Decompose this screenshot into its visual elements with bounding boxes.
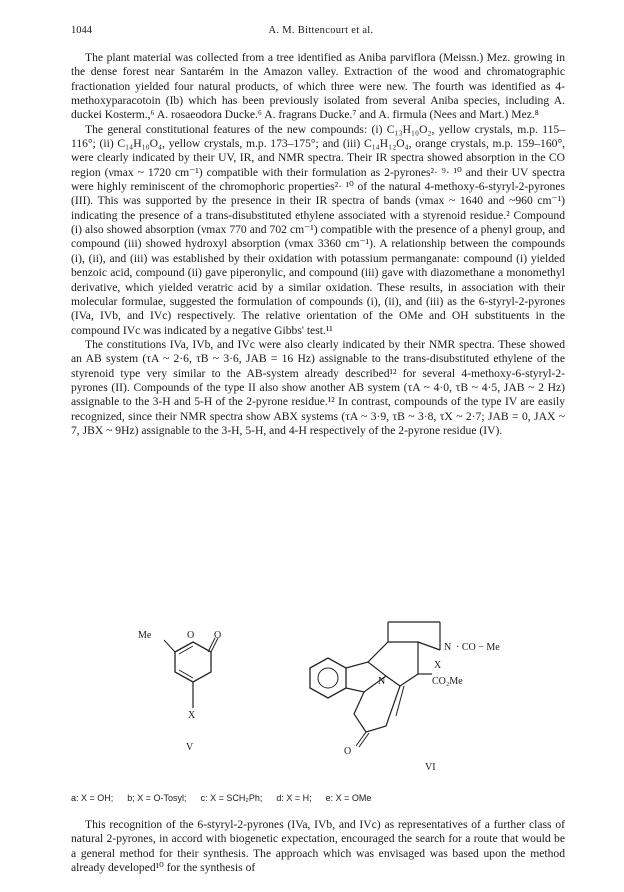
structure-vi bbox=[300, 616, 570, 776]
structure-v bbox=[120, 616, 240, 776]
vi-n2-label: N bbox=[378, 676, 386, 687]
key-item-e: e: X = OMe bbox=[325, 793, 372, 803]
vi-co2me-label: CO₂Me bbox=[432, 676, 463, 687]
v-x-label: X bbox=[188, 710, 196, 721]
paragraph-1: The plant material was collected from a tree identified as Aniba parviflora (Meissn.) Mez. growing in the dense forest near Santarém in the Amazon valley. Extraction of the wood and chromatographic fractionation yielded four natural products, of which three were new. The fourth was identified as 4-methoxyparacotoin (Ib) which has been previously isolated from several Aniba species, including A. duckei Kosterm.,⁶ A. rosaeodora Ducke.⁶ A. fragrans Ducke.⁷ and A. firmula (Nees and Mart.) Mez.⁸ bbox=[71, 51, 565, 122]
v-o-carbonyl-label: O bbox=[214, 630, 222, 641]
page-number: 1044 bbox=[71, 25, 92, 36]
key-item-a: a: X = OH; bbox=[71, 793, 114, 803]
tail-text bbox=[71, 818, 565, 875]
vi-substituent-label: · CO − Me bbox=[456, 642, 500, 653]
vi-x-label: X bbox=[434, 660, 442, 671]
vi-n1-label: N bbox=[444, 642, 452, 653]
substituent-key bbox=[71, 793, 565, 803]
page-header bbox=[71, 25, 571, 41]
paragraph-4: This recognition of the 6-styryl-2-pyrones (IVa, IVb, and IVc) as representatives of a further class of natural 2-pyrones, in accord with biogenetic expectation, encouraged the search for a route that would be a general method for their synthesis. The approach which was envisaged was based upon the method already developed¹⁰ for the synthesis of bbox=[71, 818, 565, 875]
v-o-ring-label: O bbox=[187, 630, 195, 641]
running-title: A. M. Bittencourt et al. bbox=[268, 25, 374, 36]
key-item-c: c: X = SCH₂Ph; bbox=[200, 793, 263, 803]
vi-compound-label: VI bbox=[425, 762, 436, 773]
v-me-label: Me bbox=[138, 630, 152, 641]
body-text bbox=[71, 51, 565, 438]
key-item-d: d: X = H; bbox=[276, 793, 312, 803]
key-item-b: b; X = O-Tosyl; bbox=[127, 793, 187, 803]
paragraph-2: The general constitutional features of the new compounds: (i) C₁₃H₁₀O₂, yellow crystals, m.p. 115–116°; (ii) C₁₄H₁₀O₄, yellow crystals, m.p. 173–175°; and (iii) C₁₄H₁₂O₄, orange crystals, m.p. 159–160°, were clearly indicated by their UV, IR, and NMR spectra. Their IR spectra showed absorption in the CO region (νmax ~ 1720 cm⁻¹) compatible with their formulation as 2-pyrones²· ⁹· ¹⁰ and their UV spectra were highly reminiscent of the chromophoric properties²· ¹⁰ of the natural 4-methoxy-6-styryl-2-pyrones (III). This was supported by the presence in their IR spectra of bands (νmax ~ 1640 and ~960 cm⁻¹) indicating the presence of a trans-disubstituted ethylene associated with a styrenoid residue.² Compound (i) also showed absorption (νmax 770 and 702 cm⁻¹) compatible with the presence of a phenyl group, and compound (iii) showed hydroxyl absorption (νmax 3360 cm⁻¹). A relationship between the compounds (i), (ii), and (iii) was established by their oxidation with potassium permanganate: compound (i) yielded benzoic acid, compound (ii) gave piperonylic, and compound (iii) gave with diazomethane a monomethyl derivative, which yielded veratric acid by a similar oxidation. These results, in association with their molecular formulae, suggested the formulation of compounds (i), (ii), and (iii) as the 6-styryl-2-pyrones (IVa, IVb, and IVc) respectively. The relative orientation of the OMe and OH substituents in the compound IVc was indicated by a negative Gibbs' test.¹¹ bbox=[71, 122, 565, 337]
vi-o-label: O bbox=[344, 746, 352, 757]
paragraph-3: The constitutions IVa, IVb, and IVc were also clearly indicated by their NMR spectra. These showed an AB system (τA ~ 2·6, τB ~ 3·6, JAB = 16 Hz) assignable to the trans-disubstituted ethylene of the styrenoid type very similar to the AB-system already described¹² for several 4-methoxy-6-styryl-2-pyrones (II). Compounds of the type II also show another AB system (τA ~ 4·0, τB ~ 4·5, JAB ~ 2 Hz) assignable to the 3-H and 5-H of the 2-pyrone residue.¹² In contrast, compounds of the type IV are easily recognized, since their NMR spectra show ABX systems (τA ~ 3·9, τB ~ 3·8, τX ~ 2·7; JAB = 0, JAX ~ 7, JBX ~ 9Hz) assignable to the 3-H, 5-H, and 4-H respectively of the 2-pyrone residue (IV). bbox=[71, 337, 565, 437]
structure-vi-drawing bbox=[300, 616, 570, 776]
v-compound-label: V bbox=[186, 742, 194, 753]
